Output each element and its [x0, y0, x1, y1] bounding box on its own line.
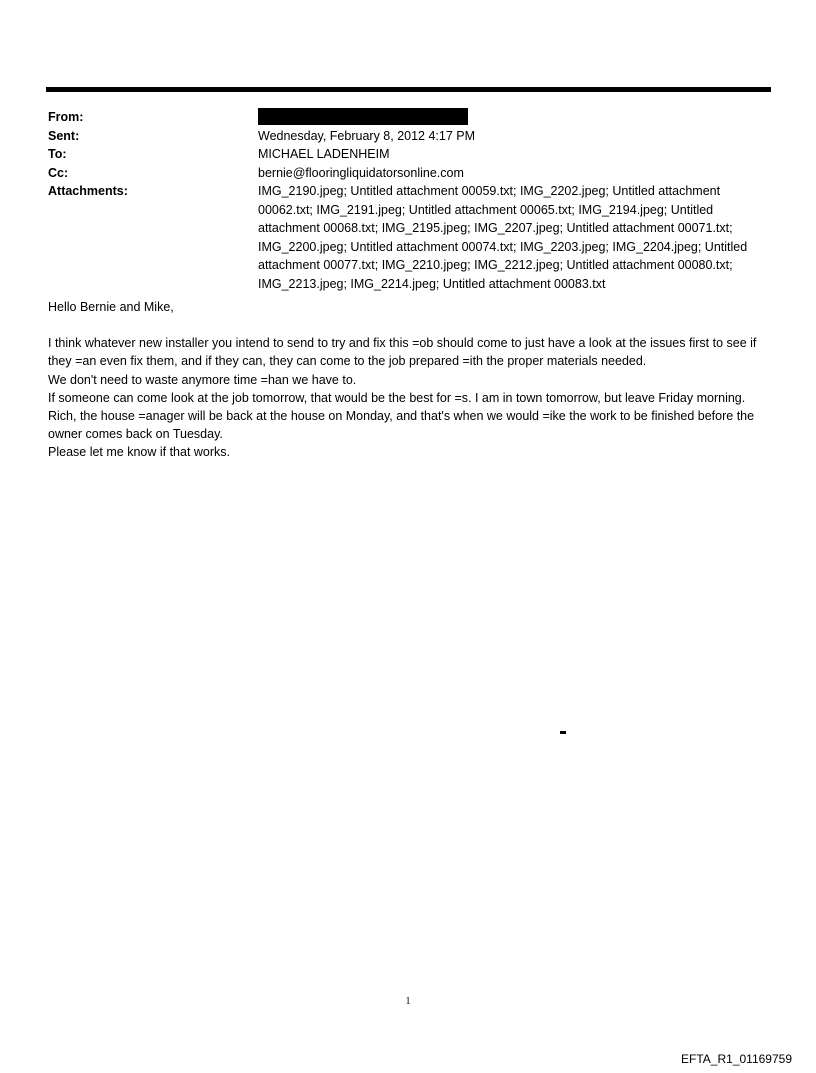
header-divider-rule — [46, 87, 771, 92]
cc-value: bernie@flooringliquidatorsonline.com — [258, 165, 464, 180]
sent-label: Sent: — [48, 128, 80, 143]
email-body — [48, 298, 773, 462]
to-label: To: — [48, 147, 67, 161]
from-label: From: — [48, 110, 84, 124]
document-id: EFTA_R1_01169759 — [681, 1052, 792, 1066]
attachments-value: IMG_2190.jpeg; Untitled attachment 00059.txt; IMG_2202.jpeg; Untitled attachment 00062.txt; IMG_2191.jpeg; Untitled attachment 00065.txt; IMG_2194.jpeg; Untitled attachment 00068.txt; IMG_2195.jpeg; IMG_2207.jpeg; Untitled attachment 00071.txt; IMG_2200.jpeg; Untitled attachment 00074.txt; IMG_2203.jpeg; IMG_2204.jpeg; Untitled attachment 00077.txt; IMG_2210.jpeg; IMG_2212.jpeg; Untitled attachment 00080.txt; IMG_2213.jpeg; IMG_2214.jpeg; Untitled attachment 00083.txt — [258, 184, 748, 291]
attachments-label: Attachments: — [48, 184, 128, 198]
cc-label: Cc: — [48, 165, 69, 180]
body-paragraph-1: I think whatever new installer you intend to send to try and fix this =ob should come to just have a look at the issues first to see if they =an even fix them, and if they can, they can come to the job prepared =ith the proper materials needed. — [48, 336, 757, 369]
to-value: MICHAEL LADENHEIM — [258, 147, 390, 161]
stray-scan-mark — [560, 731, 566, 734]
attachments-row — [48, 182, 770, 293]
sent-value: Wednesday, February 8, 2012 4:17 PM — [258, 128, 476, 143]
body-paragraph-4: Please let me know if that works. — [48, 445, 231, 460]
redaction-bar — [258, 108, 468, 125]
from-value — [258, 108, 770, 127]
sent-row — [48, 127, 770, 146]
page-number: 1 — [405, 996, 411, 1007]
email-header — [48, 108, 770, 293]
greeting: Hello Bernie and Mike, — [48, 300, 174, 314]
body-paragraph-3: If someone can come look at the job tomorrow, that would be the best for =s. I am in town tomorrow, but leave Friday morning. Rich, the house =anager will be back at the house on Monday, and that's when we would =ike the work to be finished before the owner comes back on Tuesday. — [48, 390, 755, 442]
from-row — [48, 108, 770, 127]
cc-row — [48, 164, 770, 183]
to-row — [48, 145, 770, 164]
body-paragraph-2: We don't need to waste anymore time =han we have to. — [48, 372, 357, 387]
